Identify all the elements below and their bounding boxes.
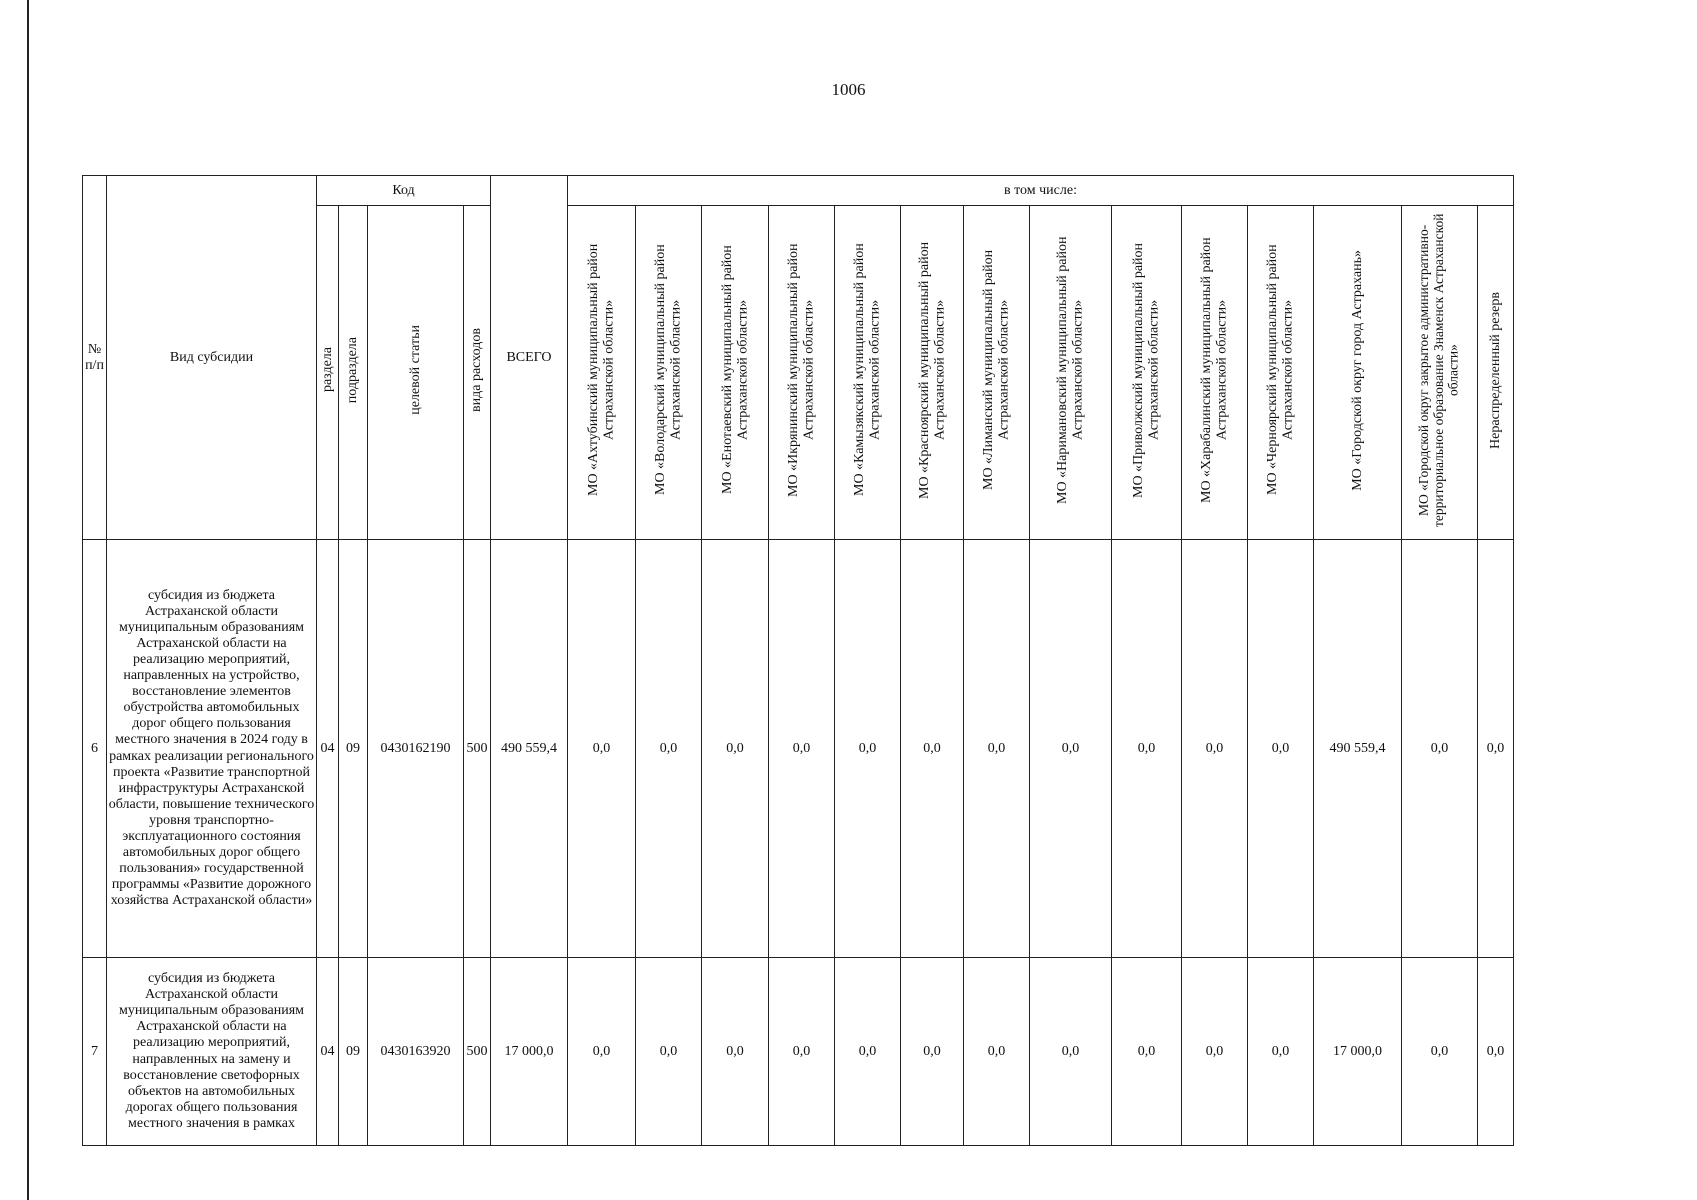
row-value: 0,0 bbox=[636, 540, 702, 958]
row-razdel: 04 bbox=[317, 958, 339, 1146]
subsidy-table bbox=[82, 175, 1514, 1146]
row-value: 0,0 bbox=[1478, 540, 1514, 958]
row-value: 0,0 bbox=[1112, 958, 1182, 1146]
row-value: 0,0 bbox=[702, 540, 769, 958]
row-value: 0,0 bbox=[901, 540, 964, 958]
row-podrazdel: 09 bbox=[339, 540, 368, 958]
row-name: субсидия из бюджета Астраханской области муниципальным образованиям Астраханской области на реализацию мероприятий, направленных на устройство, восстановление элементов обустройства автомобильных дорог общего пользования местного значения в 2024 году в рамках реализации регионального проекта «Развитие транспортной инфраструктуры Астраханской области, повышение технического уровня транспортно-эксплуатационного состояния автомобильных дорог общего пользования» государственной программы «Развитие дорожного хозяйства Астраханской области» bbox=[107, 540, 317, 958]
row-value: 0,0 bbox=[901, 958, 964, 1146]
row-value: 0,0 bbox=[1248, 958, 1314, 1146]
header-num: № п/п bbox=[83, 176, 107, 540]
row-value: 17 000,0 bbox=[1314, 958, 1402, 1146]
header-total: ВСЕГО bbox=[491, 176, 568, 540]
row-total: 17 000,0 bbox=[491, 958, 568, 1146]
header-mo-volodarsky: МО «Володарский муниципальный район Астраханской области» bbox=[636, 206, 702, 540]
row-value: 0,0 bbox=[835, 540, 901, 958]
table-row bbox=[83, 540, 1514, 958]
row-value: 0,0 bbox=[568, 540, 636, 958]
header-kod-celevaya: целевой статьи bbox=[368, 206, 464, 540]
header-mo-astrakhan: МО «Городской округ город Астрахань» bbox=[1314, 206, 1402, 540]
header-mo-znamensk: МО «Городской округ закрытое административно-территориальное образование Знаменск Астраханской области» bbox=[1402, 206, 1478, 540]
header-mo-limansky: МО «Лиманский муниципальный район Астраханской области» bbox=[964, 206, 1030, 540]
binding-edge-line bbox=[27, 0, 29, 1200]
row-vid: 500 bbox=[464, 958, 491, 1146]
row-celevaya: 0430163920 bbox=[368, 958, 464, 1146]
header-mo-privolzhsky: МО «Приволжский муниципальный район Астраханской области» bbox=[1112, 206, 1182, 540]
row-value: 0,0 bbox=[835, 958, 901, 1146]
row-value: 0,0 bbox=[769, 958, 835, 1146]
row-value: 0,0 bbox=[702, 958, 769, 1146]
header-mo-akhtubinsky: МО «Ахтубинский муниципальный район Астраханской области» bbox=[568, 206, 636, 540]
header-vtom: в том числе: bbox=[568, 176, 1514, 206]
row-value: 0,0 bbox=[964, 540, 1030, 958]
header-reserve: Нераспределенный резерв bbox=[1478, 206, 1514, 540]
row-vid: 500 bbox=[464, 540, 491, 958]
header-kod: Код bbox=[317, 176, 491, 206]
row-podrazdel: 09 bbox=[339, 958, 368, 1146]
row-value: 0,0 bbox=[636, 958, 702, 1146]
row-value: 0,0 bbox=[1248, 540, 1314, 958]
header-name: Вид субсидии bbox=[107, 176, 317, 540]
page-number: 1006 bbox=[831, 80, 866, 99]
row-celevaya: 0430162190 bbox=[368, 540, 464, 958]
row-total: 490 559,4 bbox=[491, 540, 568, 958]
row-value: 0,0 bbox=[1112, 540, 1182, 958]
row-value: 0,0 bbox=[769, 540, 835, 958]
row-value: 0,0 bbox=[1030, 958, 1112, 1146]
row-value: 0,0 bbox=[568, 958, 636, 1146]
row-value: 0,0 bbox=[1402, 540, 1478, 958]
header-kod-podrazdel: подраздела bbox=[339, 206, 368, 540]
header-mo-chernoyarsky: МО «Черноярский муниципальный район Астраханской области» bbox=[1248, 206, 1314, 540]
row-name: субсидия из бюджета Астраханской области муниципальным образованиям Астраханской области на реализацию мероприятий, направленных на замену и восстановление светофорных объектов на автомобильных дорогах общего пользования местного значения в рамках bbox=[107, 958, 317, 1146]
header-mo-enotaevsky: МО «Енотаевский муниципальный район Астраханской области» bbox=[702, 206, 769, 540]
row-value: 0,0 bbox=[1182, 958, 1248, 1146]
header-mo-ikryaninsky: МО «Икрянинский муниципальный район Астраханской области» bbox=[769, 206, 835, 540]
header-mo-kamyzyaksky: МО «Камызякский муниципальный район Астраханской области» bbox=[835, 206, 901, 540]
row-num: 6 bbox=[83, 540, 107, 958]
header-kod-razdel: раздела bbox=[317, 206, 339, 540]
row-value: 490 559,4 bbox=[1314, 540, 1402, 958]
table-row bbox=[83, 958, 1514, 1146]
header-mo-krasnoyarsky: МО «Красноярский муниципальный район Астраханской области» bbox=[901, 206, 964, 540]
row-value: 0,0 bbox=[1182, 540, 1248, 958]
row-value: 0,0 bbox=[1478, 958, 1514, 1146]
row-razdel: 04 bbox=[317, 540, 339, 958]
row-value: 0,0 bbox=[964, 958, 1030, 1146]
row-value: 0,0 bbox=[1030, 540, 1112, 958]
row-value: 0,0 bbox=[1402, 958, 1478, 1146]
header-mo-kharabalinsky: МО «Харабалинский муниципальный район Астраханской области» bbox=[1182, 206, 1248, 540]
header-mo-narimanovsky: МО «Наримановский муниципальный район Астраханской области» bbox=[1030, 206, 1112, 540]
row-num: 7 bbox=[83, 958, 107, 1146]
header-kod-vid: вида расходов bbox=[464, 206, 491, 540]
